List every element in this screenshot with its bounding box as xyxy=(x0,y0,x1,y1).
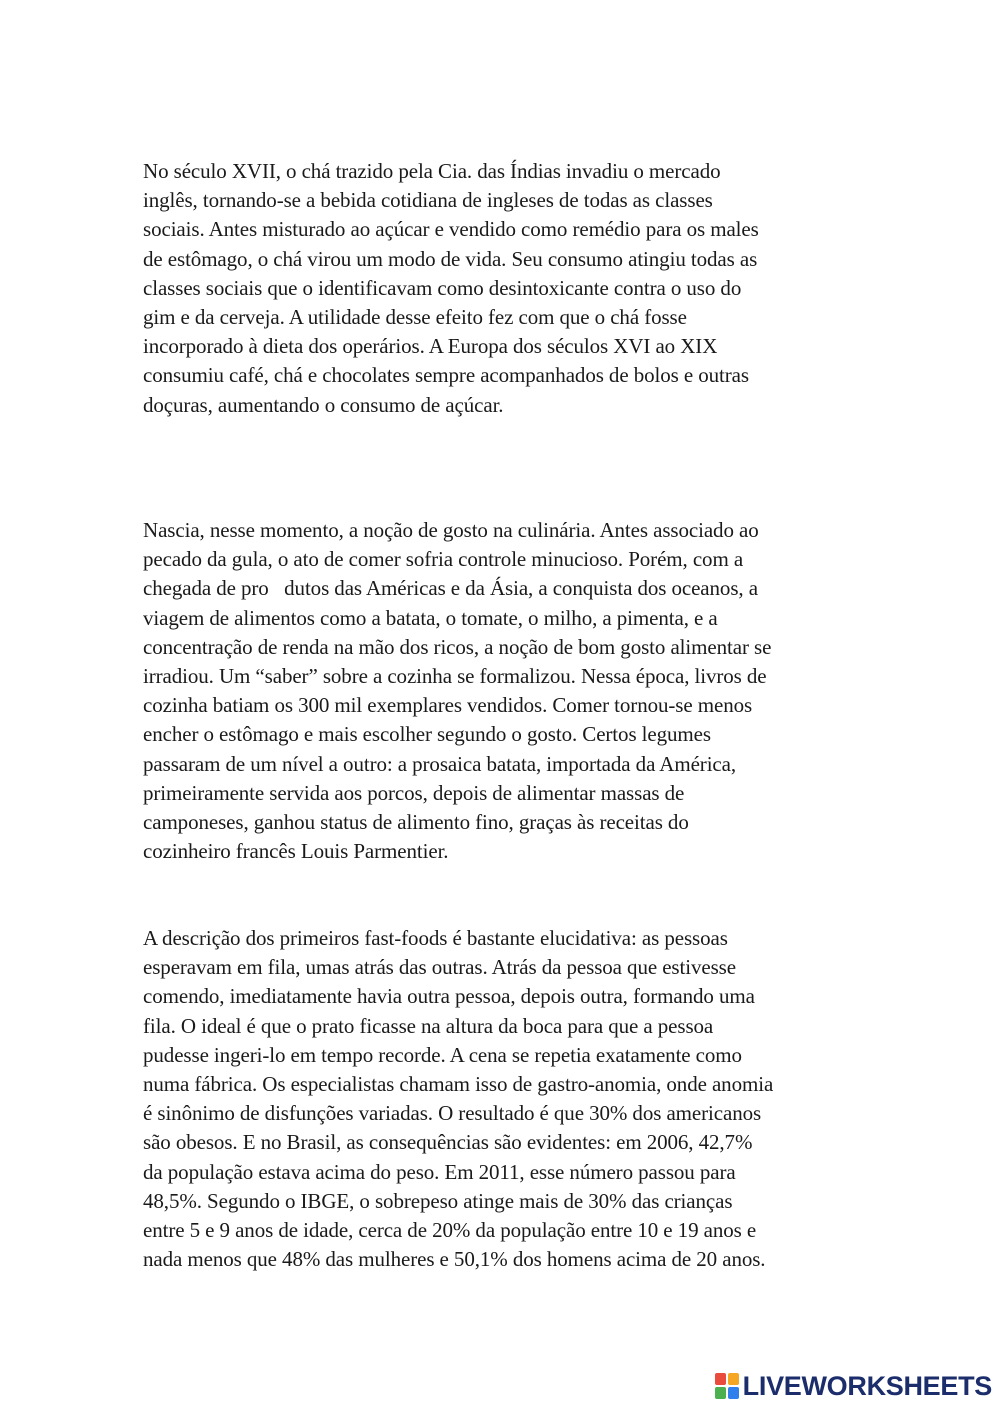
text-line: consumiu café, chá e chocolates sempre acompanhados de bolos e outras xyxy=(143,363,749,388)
text-line: entre 5 e 9 anos de idade, cerca de 20% da população entre 10 e 19 anos e xyxy=(143,1218,757,1243)
text-line: pecado da gula, o ato de comer sofria controle minucioso. Porém, com a xyxy=(143,547,744,572)
text-line: fila. O ideal é que o prato ficasse na altura da boca para que a pessoa xyxy=(143,1013,714,1038)
text-line: pudesse ingeri-lo em tempo recorde. A cena se repetia exatamente como xyxy=(143,1042,742,1067)
text-line: doçuras, aumentando o consumo de açúcar. xyxy=(143,392,504,417)
text-line: nada menos que 48% das mulheres e 50,1% dos homens acima de 20 anos. xyxy=(143,1247,766,1272)
text-line: primeiramente servida aos porcos, depois de alimentar massas de xyxy=(143,780,685,805)
text-line: viagem de alimentos como a batata, o tomate, o milho, a pimenta, e a xyxy=(143,605,718,630)
text-line: encher o estômago e mais escolher segundo o gosto. Certos legumes xyxy=(143,722,711,747)
logo-square-icon xyxy=(728,1387,739,1399)
text-line: cozinha batiam os 300 mil exemplares vendidos. Comer tornou-se menos xyxy=(143,693,753,718)
logo-square-icon xyxy=(715,1387,726,1399)
liveworksheets-logo[interactable] xyxy=(715,1371,992,1401)
paragraph-tea-history xyxy=(143,157,759,420)
text-line: numa fábrica. Os especialistas chamam isso de gastro-anomia, onde anomia xyxy=(143,1072,774,1097)
text-line: são obesos. E no Brasil, as consequências são evidentes: em 2006, 42,7% xyxy=(143,1130,753,1155)
text-line: chegada de pro dutos das Américas e da Ásia, a conquista dos oceanos, a xyxy=(143,576,758,601)
liveworksheets-logo-icon xyxy=(715,1373,739,1399)
text-line: passaram de um nível a outro: a prosaica batata, importada da América, xyxy=(143,751,737,776)
logo-text: LIVEWORKSHEETS xyxy=(742,1370,992,1401)
text-line: classes sociais que o identificavam como desintoxicante contra o uso do xyxy=(143,275,742,300)
text-line: irradiou. Um “saber” sobre a cozinha se formalizou. Nessa época, livros de xyxy=(143,664,767,689)
logo-square-icon xyxy=(715,1373,726,1385)
text-line: comendo, imediatamente havia outra pessoa, depois outra, formando uma xyxy=(143,984,755,1009)
text-line: gim e da cerveja. A utilidade desse efeito fez com que o chá fosse xyxy=(143,305,687,330)
text-line: de estômago, o chá virou um modo de vida. Seu consumo atingiu todas as xyxy=(143,246,758,271)
paragraph-taste-culinary xyxy=(143,516,771,866)
text-line: 48,5%. Segundo o IBGE, o sobrepeso atinge mais de 30% das crianças xyxy=(143,1188,733,1213)
text-line: incorporado à dieta dos operários. A Europa dos séculos XVI ao XIX xyxy=(143,334,718,359)
paragraph-fast-food xyxy=(143,924,773,1274)
text-line: esperavam em fila, umas atrás das outras. Atrás da pessoa que estivesse xyxy=(143,955,736,980)
text-line: da população estava acima do peso. Em 2011, esse número passou para xyxy=(143,1159,736,1184)
text-line: Nascia, nesse momento, a noção de gosto na culinária. Antes associado ao xyxy=(143,518,759,542)
text-line: sociais. Antes misturado ao açúcar e vendido como remédio para os males xyxy=(143,217,759,242)
text-line: A descrição dos primeiros fast-foods é bastante elucidativa: as pessoas xyxy=(143,926,728,950)
logo-square-icon xyxy=(728,1373,739,1385)
text-line: concentração de renda na mão dos ricos, a noção de bom gosto alimentar se xyxy=(143,634,772,659)
text-line: cozinheiro francês Louis Parmentier. xyxy=(143,839,449,864)
text-line: camponeses, ganhou status de alimento fino, graças às receitas do xyxy=(143,810,689,835)
text-line: inglês, tornando-se a bebida cotidiana de ingleses de todas as classes xyxy=(143,188,713,213)
text-line: No século XVII, o chá trazido pela Cia. das Índias invadiu o mercado xyxy=(143,159,721,183)
text-line: é sinônimo de disfunções variadas. O resultado é que 30% dos americanos xyxy=(143,1101,762,1126)
